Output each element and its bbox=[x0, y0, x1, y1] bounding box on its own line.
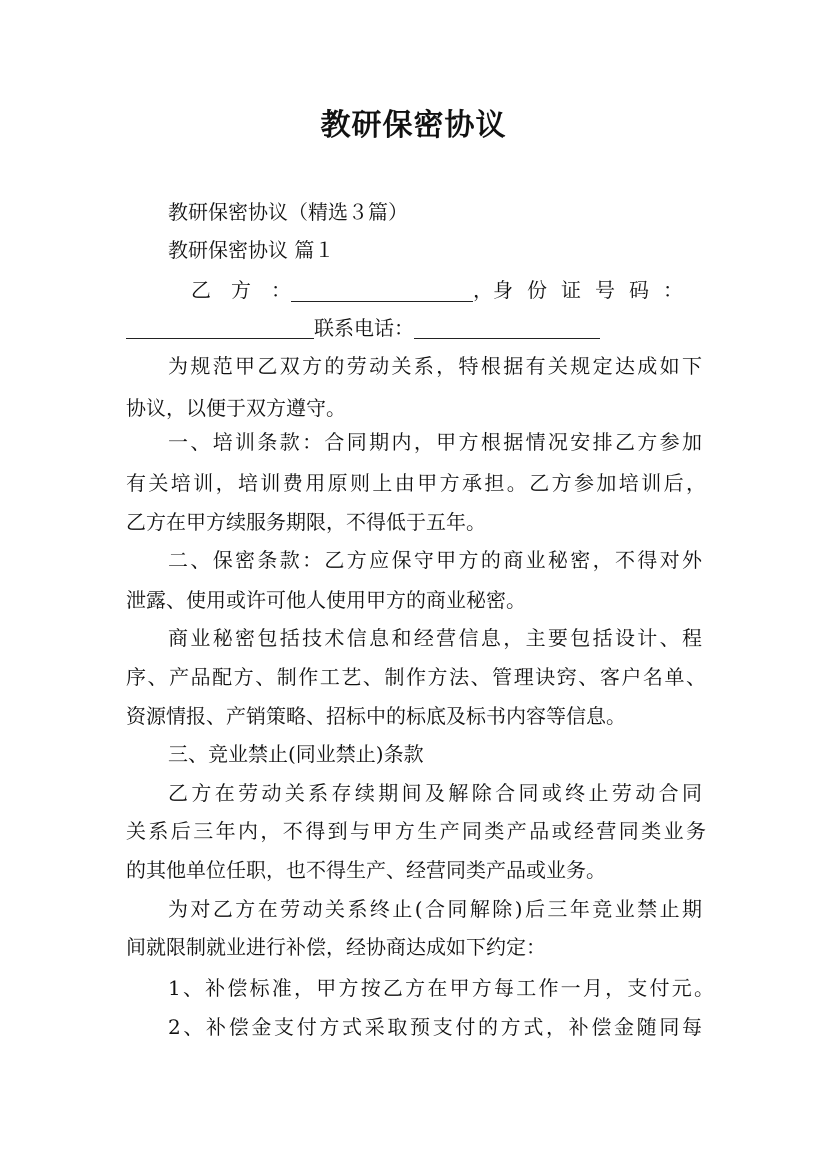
body-line: 2、补偿金支付方式采取预支付的方式，补偿金随同每 bbox=[168, 1015, 702, 1039]
body-line: 一、培训条款：合同期内，甲方根据情况安排乙方参加 bbox=[168, 430, 702, 454]
document-subtitle: 教研保密协议（精选３篇） bbox=[168, 200, 408, 224]
body-line: 乙方在甲方续服务期限，不得低于五年。 bbox=[126, 510, 486, 534]
body-line: 商业秘密包括技术信息和经营信息，主要包括设计、程 bbox=[168, 626, 702, 650]
body-line: 泄露、使用或许可他人使用甲方的商业秘密。 bbox=[126, 588, 526, 612]
body-line: 序、产品配方、制作工艺、制作方法、管理诀窍、客户名单、 bbox=[126, 665, 706, 689]
body-line: 为对乙方在劳动关系终止(合同解除)后三年竞业禁止期 bbox=[168, 897, 702, 921]
body-line: 为规范甲乙双方的劳动关系，特根据有关规定达成如下 bbox=[168, 354, 702, 378]
body-line: 资源情报、产销策略、招标中的标底及标书内容等信息。 bbox=[126, 704, 626, 728]
section-three-heading: 三、竞业禁止(同业禁止)条款 bbox=[168, 742, 424, 766]
comma-separator: ， bbox=[473, 278, 493, 302]
body-line: 间就限制就业进行补偿，经协商达成如下约定： bbox=[126, 935, 546, 959]
body-line: 乙方在劳动关系存续期间及解除合同或终止劳动合同 bbox=[168, 781, 702, 805]
section-heading: 教研保密协议 篇１ bbox=[168, 238, 335, 262]
party-b-label: 乙 方 ： bbox=[191, 278, 291, 302]
contact-row bbox=[126, 313, 600, 343]
document-title: 教研保密协议 bbox=[320, 108, 507, 143]
body-line: 关系后三年内，不得到与甲方生产同类产品或经营同类业务 bbox=[126, 819, 706, 843]
contact-phone-label: 联系电话： bbox=[314, 316, 414, 340]
id-number-blank bbox=[126, 316, 314, 339]
body-line: 的其他单位任职，也不得生产、经营同类产品或业务。 bbox=[126, 858, 606, 882]
body-line: 有关培训，培训费用原则上由甲方承担。乙方参加培训后， bbox=[126, 471, 706, 495]
contact-phone-blank bbox=[414, 316, 600, 339]
body-line: 1、补偿标准，甲方按乙方在甲方每工作一月，支付元。 bbox=[168, 976, 714, 1000]
party-b-row bbox=[191, 275, 697, 305]
id-number-label: 身份证号码： bbox=[493, 278, 697, 302]
party-b-name-blank bbox=[291, 279, 473, 302]
body-line: 协议，以便于双方遵守。 bbox=[126, 396, 346, 420]
body-line: 二、保密条款：乙方应保守甲方的商业秘密，不得对外 bbox=[168, 548, 702, 572]
